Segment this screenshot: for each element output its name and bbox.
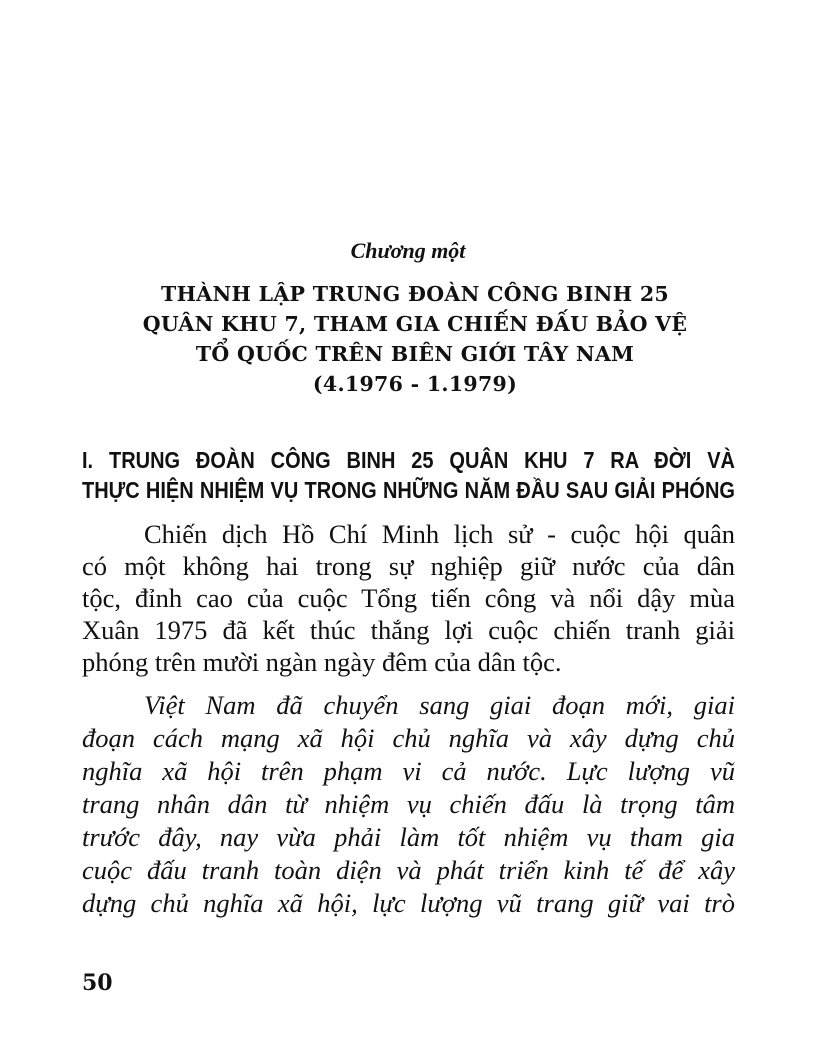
page-number: 50 [82, 970, 113, 996]
paragraph-line: Chiến dịch Hồ Chí Minh lịch sử - cuộc hội quân [144, 519, 735, 549]
section-heading-line: THỰC HIỆN NHIỆM VỤ TRONG NHỮNG NĂM ĐẦU SAU GIẢI PHÓNG [82, 478, 735, 504]
chapter-title-line: THÀNH LẬP TRUNG ĐOÀN CÔNG BINH 25 [161, 282, 669, 306]
paragraph-line: Xuân 1975 đã kết thúc thắng lợi cuộc chiến tranh giải [82, 615, 735, 645]
paragraph-line: có một không hai trong sự nghiệp giữ nước của dân [82, 551, 735, 581]
paragraph-line: Việt Nam đã chuyển sang giai đoạn mới, giai [144, 690, 735, 720]
chapter-title-line: QUÂN KHU 7, THAM GIA CHIẾN ĐẤU BẢO VỆ [142, 312, 688, 336]
section-heading-line: I. TRUNG ĐOÀN CÔNG BINH 25 QUÂN KHU 7 RA ĐỜI VÀ [82, 448, 735, 474]
chapter-label: Chương một [350, 238, 466, 263]
paragraph-line: trước đây, nay vừa phải làm tốt nhiệm vụ tham gia [82, 822, 735, 852]
paragraph-line: phóng trên mười ngàn ngày đêm của dân tộc. [82, 647, 562, 677]
paragraph-line: dựng chủ nghĩa xã hội, lực lượng vũ trang giữ vai trò [82, 888, 735, 918]
paragraph-line: cuộc đấu tranh toàn diện và phát triển kinh tế để xây [82, 855, 735, 885]
paragraph-line: đoạn cách mạng xã hội chủ nghĩa và xây dựng chủ [82, 723, 735, 753]
paragraph-line: trang nhân dân từ nhiệm vụ chiến đấu là trọng tâm [82, 789, 735, 819]
paragraph-line: tộc, đỉnh cao của cuộc Tổng tiến công và nổi dậy mùa [82, 583, 735, 613]
chapter-title-line: (4.1976 - 1.1979) [312, 372, 518, 396]
paragraph-line: nghĩa xã hội trên phạm vi cả nước. Lực lượng vũ [82, 756, 735, 786]
chapter-title-line: TỔ QUỐC TRÊN BIÊN GIỚI TÂY NAM [195, 342, 635, 366]
